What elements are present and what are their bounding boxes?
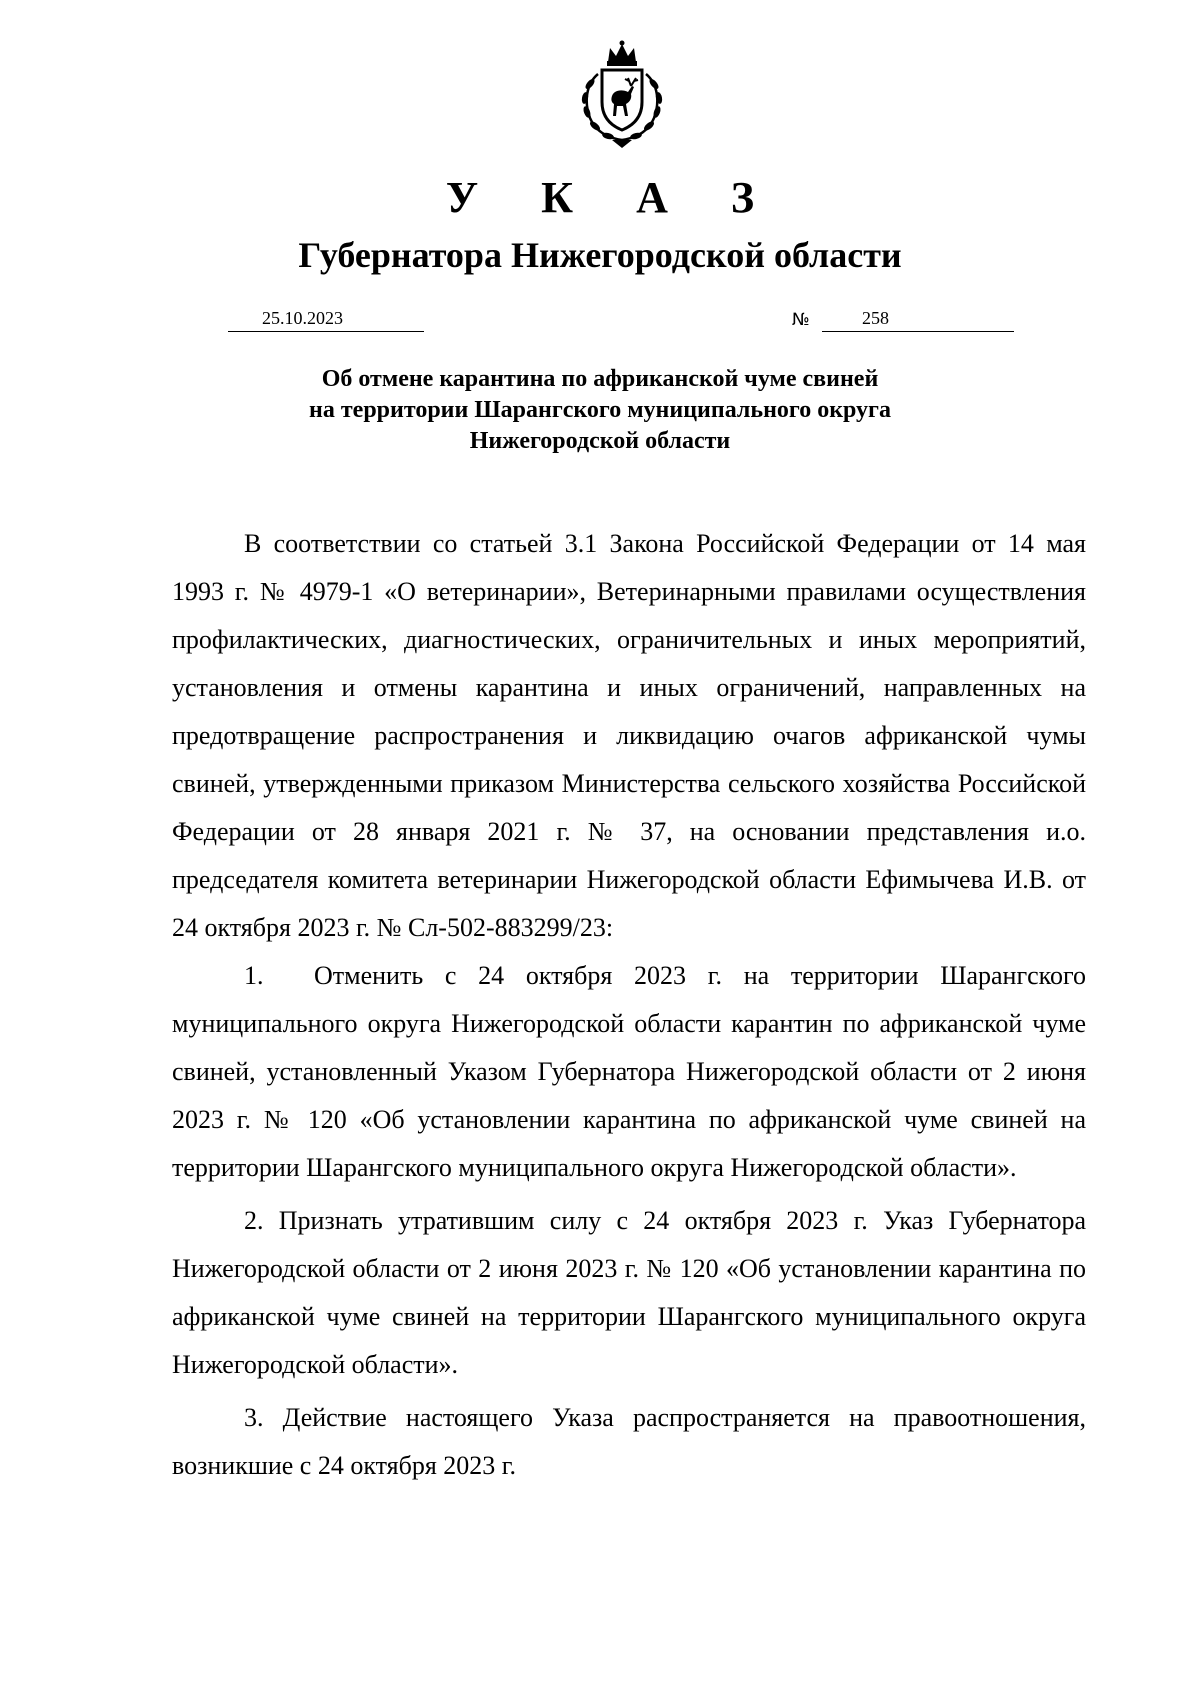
number-field: [822, 305, 1014, 332]
item-text: Действие настоящего Указа распространяется на правоотношения, возникшие с 24 октября 2023 г.: [172, 1403, 1087, 1480]
number-value: 258: [862, 308, 889, 328]
document-body: [172, 520, 1086, 1490]
issuer-heading: Губернатора Нижегородской области: [298, 235, 902, 275]
title-line: Нижегородской области: [469, 428, 731, 454]
date-field: [228, 305, 424, 332]
coat-of-arms-icon: [568, 40, 676, 148]
list-item: [172, 952, 1086, 1192]
item-text: Признать утратившим силу с 24 октября 2023 г. Указ Губернатора Нижегородской области от 2 июня 2023 г. № 120 «Об установлении карантина по африканской чуме свиней на территории Шарангского муниципального округа Нижегородской области».: [172, 1206, 1086, 1379]
list-item: [172, 1197, 1086, 1389]
item-number: 2.: [244, 1206, 264, 1235]
item-number: 3.: [244, 1403, 264, 1432]
list-item: [172, 1394, 1086, 1490]
document-title: [0, 364, 1200, 457]
preamble-paragraph: В соответствии со статьей 3.1 Закона Российской Федерации от 14 мая 1993 г. № 4979-1 «О ветеринарии», Ветеринарными правилами осуществления профилактических, диагностических, ограничительных и иных мероприятий, установления и отмены карантина и иных ограничений, направленных на предотвращение распространения и ликвидацию очагов африканской чумы свиней, утвержденными приказом Министерства сельского хозяйства Российской Федерации от 28 января 2021 г. № 37, на основании представления и.о. председателя комитета ветеринарии Нижегородской области Ефимычева И.В. от 24 октября 2023 г. № Сл-502-883299/23:: [172, 529, 1086, 942]
number-sign: №: [792, 310, 810, 330]
item-text: Отменить с 24 октября 2023 г. на территории Шарангского муниципального округа Нижегородской области карантин по африканской чуме свиней, установленный Указом Губернатора Нижегородской области от 2 июня 2023 г. № 120 «Об установлении карантина по африканской чуме свиней на территории Шарангского муниципального округа Нижегородской области».: [172, 961, 1086, 1182]
item-number: 1.: [244, 961, 264, 990]
date-value: 25.10.2023: [262, 308, 343, 328]
title-line: на территории Шарангского муниципального округа: [309, 397, 891, 423]
document-type-heading: У К А З: [445, 173, 781, 222]
title-line: Об отмене карантина по африканской чуме свиней: [321, 366, 879, 392]
